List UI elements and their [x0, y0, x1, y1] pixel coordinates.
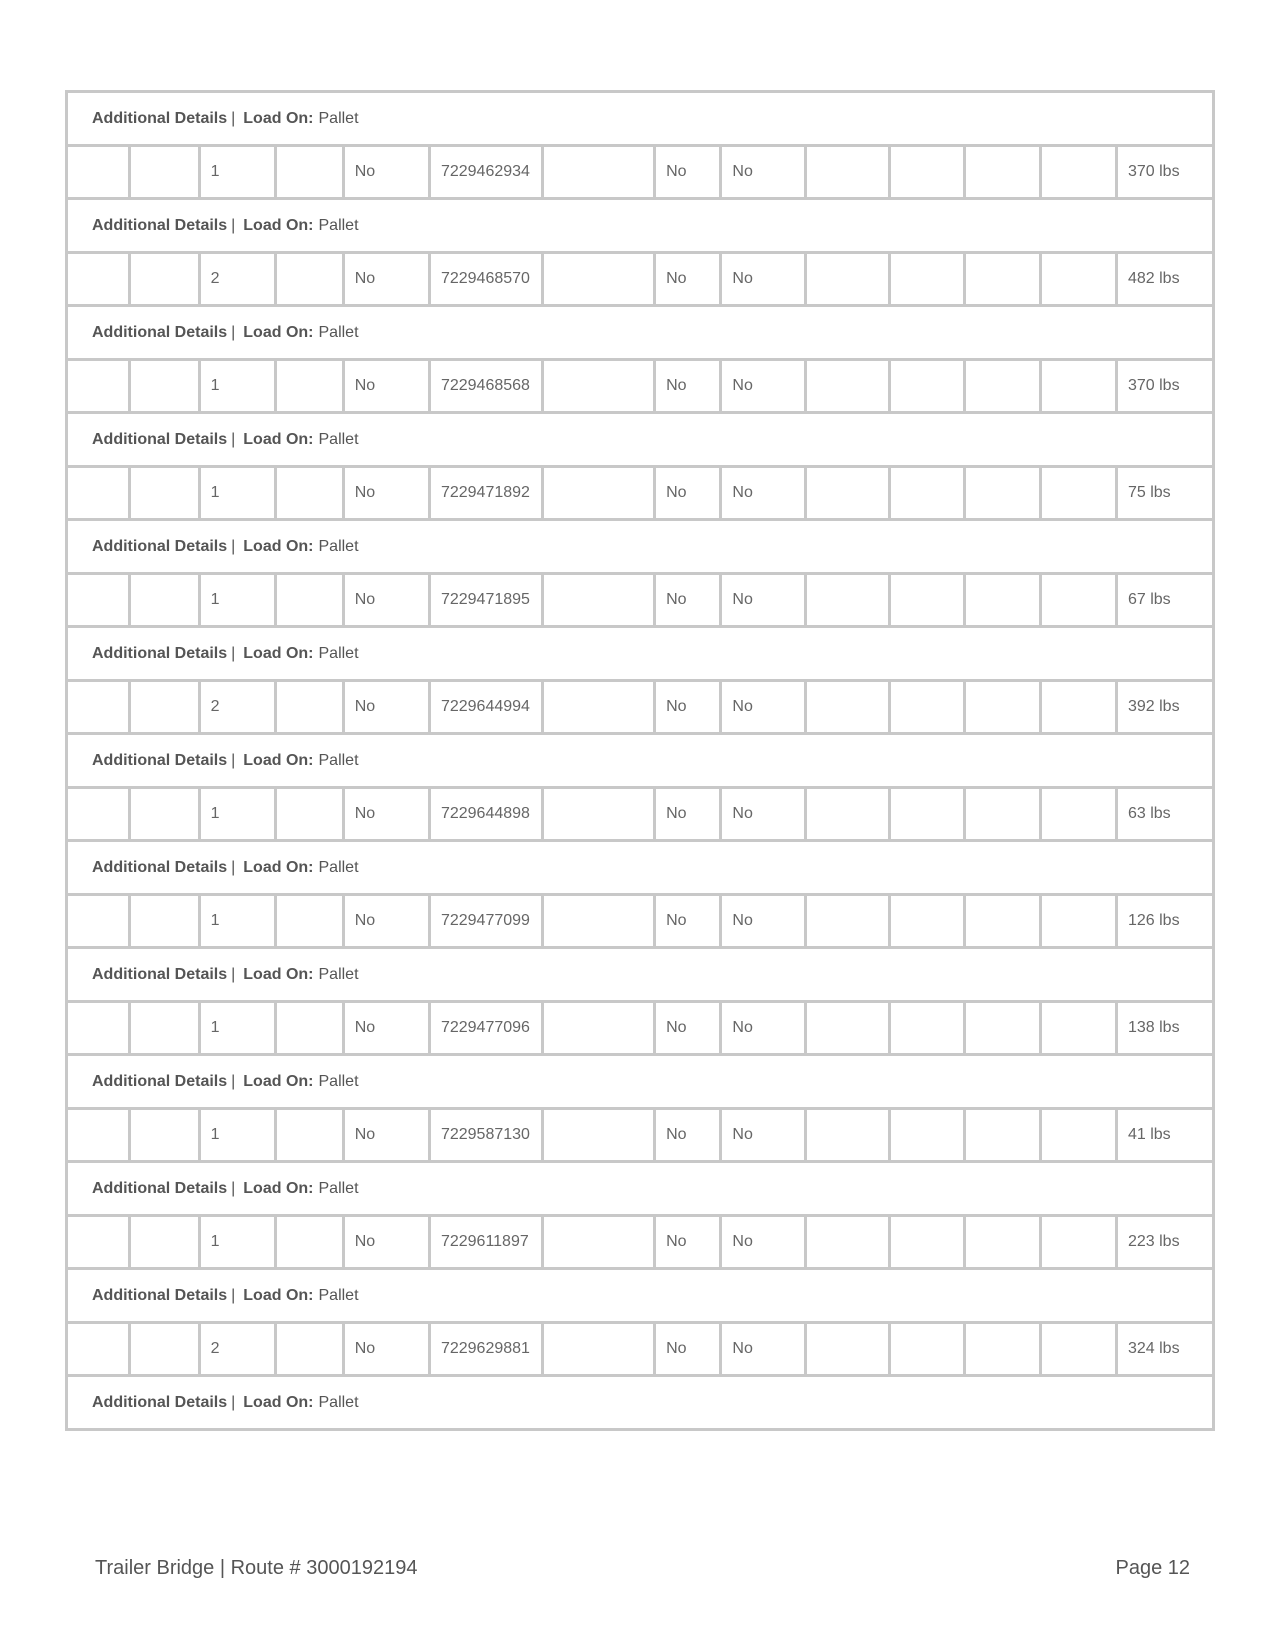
quantity-cell: 1 — [199, 467, 276, 520]
additional-details-row — [67, 1376, 1214, 1430]
quantity-cell: 1 — [199, 788, 276, 841]
load-on-label: Load On: — [243, 109, 314, 127]
details-separator: | — [231, 1072, 236, 1090]
flag-cell: No — [655, 895, 721, 948]
flag-cell: No — [721, 1323, 805, 1376]
details-separator: | — [231, 109, 236, 127]
tracking-number-cell: 7229644994 — [429, 681, 542, 734]
additional-details-row — [67, 841, 1214, 895]
load-on-value: Pallet — [318, 216, 359, 234]
weight-cell: 223 lbs — [1116, 1216, 1213, 1269]
additional-details-cell — [67, 1162, 1214, 1216]
cell-empty — [67, 1002, 130, 1055]
footer-route: Trailer Bridge | Route # 3000192194 — [95, 1557, 418, 1579]
flag-cell: No — [343, 895, 429, 948]
flag-cell: No — [721, 1109, 805, 1162]
details-separator: | — [231, 751, 236, 769]
tracking-number-cell: 7229471895 — [429, 574, 542, 627]
additional-details-cell — [67, 734, 1214, 788]
table-row — [67, 360, 1214, 413]
cell-empty — [1041, 1323, 1117, 1376]
additional-details-label: Additional Details — [92, 858, 228, 876]
quantity-cell: 1 — [199, 146, 276, 199]
additional-details-label: Additional Details — [92, 644, 228, 662]
cell-empty — [276, 1109, 343, 1162]
additional-details-cell — [67, 520, 1214, 574]
details-separator: | — [231, 858, 236, 876]
table-row — [67, 253, 1214, 306]
additional-details-label: Additional Details — [92, 109, 228, 127]
cell-empty — [542, 788, 655, 841]
additional-details-row — [67, 92, 1214, 146]
additional-details-row — [67, 306, 1214, 360]
flag-cell: No — [343, 467, 429, 520]
cell-empty — [67, 253, 130, 306]
flag-cell: No — [343, 574, 429, 627]
flag-cell: No — [721, 574, 805, 627]
additional-details-label: Additional Details — [92, 430, 228, 448]
cell-empty — [67, 788, 130, 841]
table-row — [67, 788, 1214, 841]
flag-cell: No — [721, 467, 805, 520]
flag-cell: No — [721, 1216, 805, 1269]
cell-empty — [276, 1323, 343, 1376]
cell-empty — [542, 1216, 655, 1269]
flag-cell: No — [655, 146, 721, 199]
cell-empty — [1041, 1216, 1117, 1269]
cell-empty — [965, 360, 1041, 413]
load-on-label: Load On: — [243, 965, 314, 983]
cell-empty — [965, 574, 1041, 627]
quantity-cell: 1 — [199, 360, 276, 413]
cell-empty — [542, 1002, 655, 1055]
cell-empty — [67, 146, 130, 199]
flag-cell: No — [721, 360, 805, 413]
additional-details-label: Additional Details — [92, 537, 228, 555]
load-on-label: Load On: — [243, 1286, 314, 1304]
details-separator: | — [231, 323, 236, 341]
load-on-label: Load On: — [243, 858, 314, 876]
cell-empty — [276, 146, 343, 199]
cell-empty — [67, 1216, 130, 1269]
cell-empty — [542, 681, 655, 734]
additional-details-cell — [67, 306, 1214, 360]
details-separator: | — [231, 430, 236, 448]
flag-cell: No — [655, 1216, 721, 1269]
cell-empty — [542, 253, 655, 306]
cell-empty — [130, 895, 199, 948]
cell-empty — [1041, 574, 1117, 627]
tracking-number-cell: 7229471892 — [429, 467, 542, 520]
additional-details-label: Additional Details — [92, 1286, 228, 1304]
load-on-label: Load On: — [243, 1072, 314, 1090]
weight-cell: 370 lbs — [1116, 360, 1213, 413]
cell-empty — [805, 360, 889, 413]
cell-empty — [276, 1216, 343, 1269]
flag-cell: No — [343, 1216, 429, 1269]
cell-empty — [965, 1323, 1041, 1376]
additional-details-label: Additional Details — [92, 965, 228, 983]
load-on-value: Pallet — [318, 1393, 359, 1411]
additional-details-row — [67, 627, 1214, 681]
cell-empty — [805, 253, 889, 306]
flag-cell: No — [721, 146, 805, 199]
cell-empty — [130, 146, 199, 199]
cell-empty — [889, 467, 965, 520]
cell-empty — [130, 1323, 199, 1376]
flag-cell: No — [343, 1109, 429, 1162]
cell-empty — [1041, 895, 1117, 948]
additional-details-cell — [67, 1269, 1214, 1323]
cell-empty — [805, 1109, 889, 1162]
cell-empty — [542, 1323, 655, 1376]
cell-empty — [965, 253, 1041, 306]
cell-empty — [889, 360, 965, 413]
cell-empty — [276, 895, 343, 948]
cell-empty — [542, 467, 655, 520]
flag-cell: No — [721, 253, 805, 306]
load-on-value: Pallet — [318, 1179, 359, 1197]
cell-empty — [1041, 146, 1117, 199]
weight-cell: 75 lbs — [1116, 467, 1213, 520]
cell-empty — [965, 1109, 1041, 1162]
flag-cell: No — [343, 1323, 429, 1376]
flag-cell: No — [655, 360, 721, 413]
details-separator: | — [231, 1393, 236, 1411]
additional-details-label: Additional Details — [92, 1072, 228, 1090]
load-on-label: Load On: — [243, 323, 314, 341]
flag-cell: No — [655, 681, 721, 734]
additional-details-cell — [67, 627, 1214, 681]
load-on-value: Pallet — [318, 323, 359, 341]
quantity-cell: 2 — [199, 681, 276, 734]
additional-details-label: Additional Details — [92, 216, 228, 234]
flag-cell: No — [721, 895, 805, 948]
cell-empty — [889, 146, 965, 199]
cell-empty — [130, 1109, 199, 1162]
cell-empty — [1041, 681, 1117, 734]
cell-empty — [130, 681, 199, 734]
additional-details-label: Additional Details — [92, 751, 228, 769]
flag-cell: No — [721, 1002, 805, 1055]
cell-empty — [889, 574, 965, 627]
flag-cell: No — [655, 574, 721, 627]
tracking-number-cell: 7229587130 — [429, 1109, 542, 1162]
additional-details-cell — [67, 199, 1214, 253]
cell-empty — [889, 1216, 965, 1269]
additional-details-row — [67, 1162, 1214, 1216]
additional-details-cell — [67, 841, 1214, 895]
load-on-value: Pallet — [318, 430, 359, 448]
cell-empty — [965, 788, 1041, 841]
quantity-cell: 1 — [199, 574, 276, 627]
tracking-number-cell: 7229468568 — [429, 360, 542, 413]
table-row — [67, 1216, 1214, 1269]
cell-empty — [130, 253, 199, 306]
additional-details-row — [67, 413, 1214, 467]
flag-cell: No — [655, 788, 721, 841]
cell-empty — [805, 788, 889, 841]
tracking-number-cell: 7229468570 — [429, 253, 542, 306]
additional-details-cell — [67, 1055, 1214, 1109]
cell-empty — [130, 574, 199, 627]
cell-empty — [1041, 253, 1117, 306]
additional-details-row — [67, 1055, 1214, 1109]
load-on-value: Pallet — [318, 109, 359, 127]
cell-empty — [130, 788, 199, 841]
weight-cell: 324 lbs — [1116, 1323, 1213, 1376]
cell-empty — [889, 253, 965, 306]
weight-cell: 392 lbs — [1116, 681, 1213, 734]
flag-cell: No — [655, 1002, 721, 1055]
cell-empty — [805, 1323, 889, 1376]
weight-cell: 41 lbs — [1116, 1109, 1213, 1162]
cell-empty — [67, 1323, 130, 1376]
table-row — [67, 146, 1214, 199]
load-on-value: Pallet — [318, 858, 359, 876]
load-on-label: Load On: — [243, 1393, 314, 1411]
additional-details-row — [67, 199, 1214, 253]
cell-empty — [542, 360, 655, 413]
cell-empty — [276, 681, 343, 734]
details-separator: | — [231, 1179, 236, 1197]
cell-empty — [965, 1002, 1041, 1055]
tracking-number-cell: 7229462934 — [429, 146, 542, 199]
load-on-label: Load On: — [243, 216, 314, 234]
tracking-number-cell: 7229629881 — [429, 1323, 542, 1376]
cell-empty — [805, 146, 889, 199]
details-separator: | — [231, 644, 236, 662]
cell-empty — [130, 467, 199, 520]
additional-details-row — [67, 948, 1214, 1002]
additional-details-cell — [67, 413, 1214, 467]
details-separator: | — [231, 1286, 236, 1304]
load-on-value: Pallet — [318, 751, 359, 769]
additional-details-row — [67, 734, 1214, 788]
flag-cell: No — [343, 253, 429, 306]
cell-empty — [965, 681, 1041, 734]
cell-empty — [805, 1216, 889, 1269]
cell-empty — [276, 467, 343, 520]
flag-cell: No — [343, 788, 429, 841]
quantity-cell: 1 — [199, 1109, 276, 1162]
load-on-label: Load On: — [243, 537, 314, 555]
weight-cell: 482 lbs — [1116, 253, 1213, 306]
load-on-label: Load On: — [243, 430, 314, 448]
cell-empty — [542, 1109, 655, 1162]
cell-empty — [965, 895, 1041, 948]
cell-empty — [965, 1216, 1041, 1269]
load-on-value: Pallet — [318, 644, 359, 662]
cell-empty — [67, 467, 130, 520]
cell-empty — [805, 574, 889, 627]
table-row — [67, 1002, 1214, 1055]
flag-cell: No — [655, 1109, 721, 1162]
shipment-table — [65, 90, 1215, 1431]
cell-empty — [130, 1002, 199, 1055]
flag-cell: No — [655, 1323, 721, 1376]
weight-cell: 63 lbs — [1116, 788, 1213, 841]
load-on-label: Load On: — [243, 751, 314, 769]
flag-cell: No — [655, 253, 721, 306]
details-separator: | — [231, 216, 236, 234]
cell-empty — [889, 1323, 965, 1376]
cell-empty — [276, 574, 343, 627]
cell-empty — [130, 1216, 199, 1269]
additional-details-row — [67, 520, 1214, 574]
table-row — [67, 895, 1214, 948]
table-row — [67, 467, 1214, 520]
tracking-number-cell: 7229611897 — [429, 1216, 542, 1269]
cell-empty — [965, 467, 1041, 520]
quantity-cell: 2 — [199, 253, 276, 306]
flag-cell: No — [343, 681, 429, 734]
table-row — [67, 681, 1214, 734]
cell-empty — [67, 574, 130, 627]
cell-empty — [889, 895, 965, 948]
cell-empty — [889, 1002, 965, 1055]
cell-empty — [1041, 467, 1117, 520]
cell-empty — [889, 788, 965, 841]
flag-cell: No — [343, 360, 429, 413]
cell-empty — [1041, 1109, 1117, 1162]
additional-details-label: Additional Details — [92, 1393, 228, 1411]
cell-empty — [542, 895, 655, 948]
cell-empty — [805, 1002, 889, 1055]
weight-cell: 138 lbs — [1116, 1002, 1213, 1055]
flag-cell: No — [721, 788, 805, 841]
table-row — [67, 574, 1214, 627]
load-on-value: Pallet — [318, 537, 359, 555]
cell-empty — [67, 360, 130, 413]
cell-empty — [889, 681, 965, 734]
load-on-value: Pallet — [318, 965, 359, 983]
table-body — [67, 92, 1214, 1430]
tracking-number-cell: 7229477099 — [429, 895, 542, 948]
load-on-value: Pallet — [318, 1072, 359, 1090]
cell-empty — [805, 467, 889, 520]
cell-empty — [276, 788, 343, 841]
cell-empty — [1041, 788, 1117, 841]
load-on-label: Load On: — [243, 1179, 314, 1197]
tracking-number-cell: 7229644898 — [429, 788, 542, 841]
cell-empty — [889, 1109, 965, 1162]
additional-details-label: Additional Details — [92, 323, 228, 341]
cell-empty — [67, 895, 130, 948]
weight-cell: 67 lbs — [1116, 574, 1213, 627]
weight-cell: 370 lbs — [1116, 146, 1213, 199]
cell-empty — [67, 1109, 130, 1162]
footer-page-number: Page 12 — [1115, 1557, 1190, 1579]
cell-empty — [276, 360, 343, 413]
cell-empty — [276, 1002, 343, 1055]
weight-cell: 126 lbs — [1116, 895, 1213, 948]
flag-cell: No — [721, 681, 805, 734]
flag-cell: No — [343, 146, 429, 199]
details-separator: | — [231, 537, 236, 555]
additional-details-row — [67, 1269, 1214, 1323]
cell-empty — [276, 253, 343, 306]
additional-details-cell — [67, 92, 1214, 146]
quantity-cell: 1 — [199, 895, 276, 948]
flag-cell: No — [655, 467, 721, 520]
flag-cell: No — [343, 1002, 429, 1055]
cell-empty — [542, 146, 655, 199]
quantity-cell: 1 — [199, 1002, 276, 1055]
load-on-value: Pallet — [318, 1286, 359, 1304]
cell-empty — [67, 681, 130, 734]
cell-empty — [542, 574, 655, 627]
tracking-number-cell: 7229477096 — [429, 1002, 542, 1055]
cell-empty — [1041, 360, 1117, 413]
cell-empty — [805, 681, 889, 734]
table-row — [67, 1109, 1214, 1162]
quantity-cell: 2 — [199, 1323, 276, 1376]
additional-details-cell — [67, 948, 1214, 1002]
table-row — [67, 1323, 1214, 1376]
additional-details-cell — [67, 1376, 1214, 1430]
cell-empty — [805, 895, 889, 948]
details-separator: | — [231, 965, 236, 983]
additional-details-label: Additional Details — [92, 1179, 228, 1197]
load-on-label: Load On: — [243, 644, 314, 662]
quantity-cell: 1 — [199, 1216, 276, 1269]
cell-empty — [965, 146, 1041, 199]
cell-empty — [130, 360, 199, 413]
cell-empty — [1041, 1002, 1117, 1055]
